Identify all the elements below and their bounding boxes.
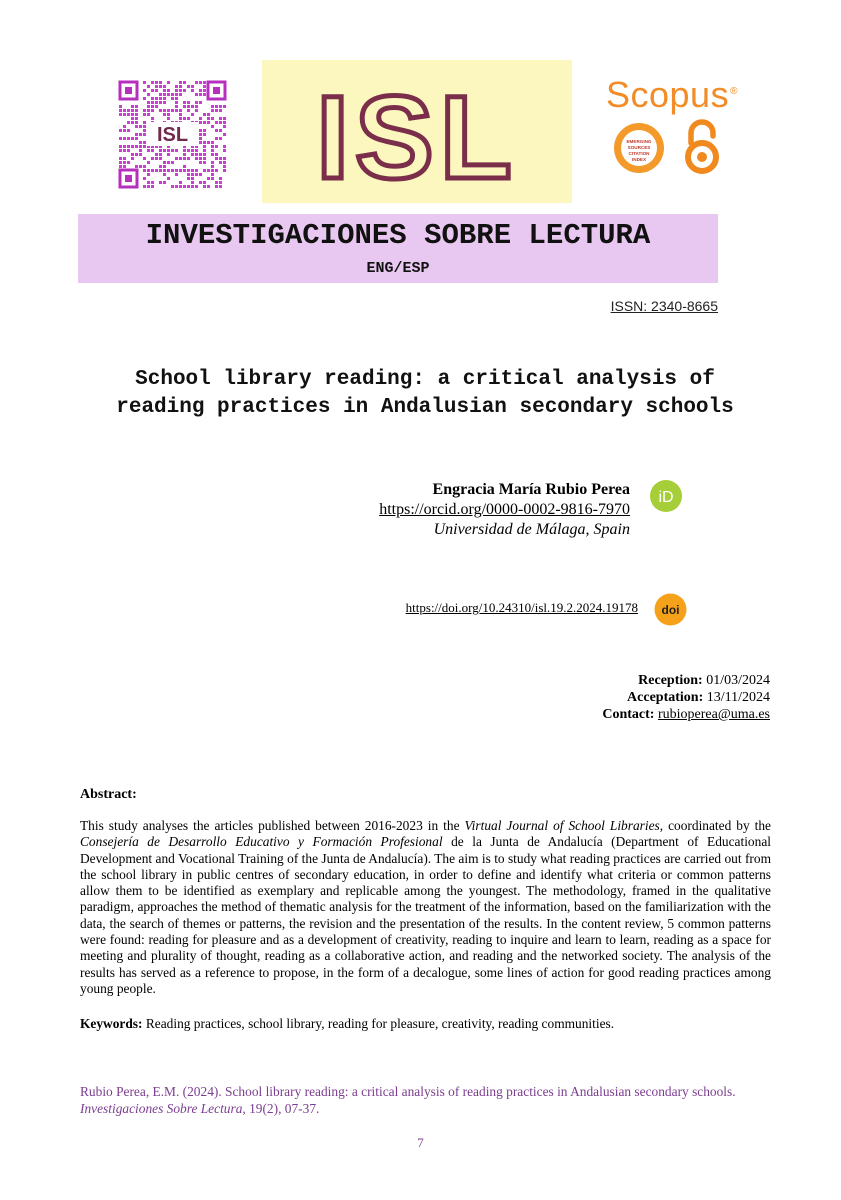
orcid-icon[interactable]: [650, 480, 682, 512]
article-title: [60, 366, 790, 422]
contact-email-link[interactable]: rubioperea@uma.es: [657, 707, 770, 722]
keywords-text: Reading practices, school library, reading for pleasure, creativity, reading communities.: [142, 1016, 615, 1031]
acceptation-value: 13/11/2024: [706, 690, 770, 705]
page-number: 7: [417, 1135, 424, 1150]
author-affiliation: Universidad de Málaga, Spain: [433, 521, 630, 538]
reception-value: 01/03/2024: [706, 673, 770, 688]
citation-journal: Investigaciones Sobre Lectura: [80, 1101, 243, 1116]
dates-block: [602, 672, 770, 723]
abstract-heading: Abstract:: [80, 787, 137, 802]
article-title-line2: reading practices in Andalusian secondary schools: [116, 396, 734, 419]
journal-languages: ENG/ESP: [366, 260, 430, 277]
svg-text:SOURCES: SOURCES: [627, 145, 651, 150]
doi-icon-text: doi: [661, 603, 680, 617]
scopus-mark: ®: [730, 86, 738, 97]
issn: ISSN: 2340-8665: [610, 298, 718, 314]
qr-logo-text: ISL: [156, 124, 189, 146]
journal-logo-text: ISL: [316, 72, 518, 203]
scopus-label: Scopus: [606, 74, 730, 115]
acceptation-label: Acceptation:: [627, 690, 704, 705]
doi-icon[interactable]: [654, 593, 687, 626]
reception-label: Reception:: [638, 673, 703, 688]
doi-link[interactable]: https://doi.org/10.24310/isl.19.2.2024.19178: [405, 600, 638, 615]
open-access-icon: [682, 119, 722, 175]
author-block: [379, 480, 630, 540]
author-name: Engracia María Rubio Perea: [432, 481, 630, 498]
svg-text:CITATION: CITATION: [628, 151, 650, 156]
article-title-line1: School library reading: a critical analysis of: [135, 368, 715, 391]
scopus-logo: [606, 74, 738, 116]
esci-badge-icon: [612, 121, 666, 175]
qr-code-logo: [117, 79, 228, 190]
keywords: [80, 1016, 771, 1032]
abstract-journal-name: Virtual Journal of School Libraries: [464, 818, 660, 833]
author-orcid-link[interactable]: https://orcid.org/0000-0002-9816-7970: [379, 501, 630, 518]
citation: Rubio Perea, E.M. (2024). School library reading: a critical analysis of reading practices in Andalusian secondary schools. Investigaciones Sobre Lectura, 19(2), 07-37.: [80, 1084, 736, 1116]
journal-logo: [262, 60, 572, 203]
abstract-body: This study analyses the articles published between 2016-2023 in the Virtual Journal of School Libraries, coordinated by the Consejería de Desarrollo Educativo y Formación Profesional de la Junta de Andalucía (Department of Educational Development and Vocational Training of the Junta de Andalucía). The aim is to study what reading practices are carried out from the school library in public centres of secondary education, in order to define and identify what criteria or common patterns allow them to be identified as exemplary and replicable among the youngest. The methodology, framed in the qualitative paradigm, approaches the method of thematic analysis for the treatment of the information, based on the familiarization with the data, the search of themes or patterns, the revision and the presentation of the results. In the content review, 5 common patterns were found: reading for pleasure and as a development of creativity, reading to inquire and learn to learn, reading as a space for meeting and plurality of thought, reading as a collaborative action, and reading and the networked society. The analysis of the results has served as a reference to propose, in the form of a decalogue, some lines of action for good reading practices among young people.: [80, 818, 771, 996]
keywords-label: Keywords:: [80, 1016, 143, 1031]
svg-text:INDEX: INDEX: [631, 157, 647, 162]
journal-title: INVESTIGACIONES SOBRE LECTURA: [145, 219, 651, 252]
orcid-icon-text: iD: [658, 489, 674, 506]
contact-label: Contact:: [602, 707, 655, 722]
svg-text:EMERGING: EMERGING: [626, 139, 652, 144]
abstract-council-name: Consejería de Desarrollo Educativo y Formación Profesional: [80, 834, 443, 850]
